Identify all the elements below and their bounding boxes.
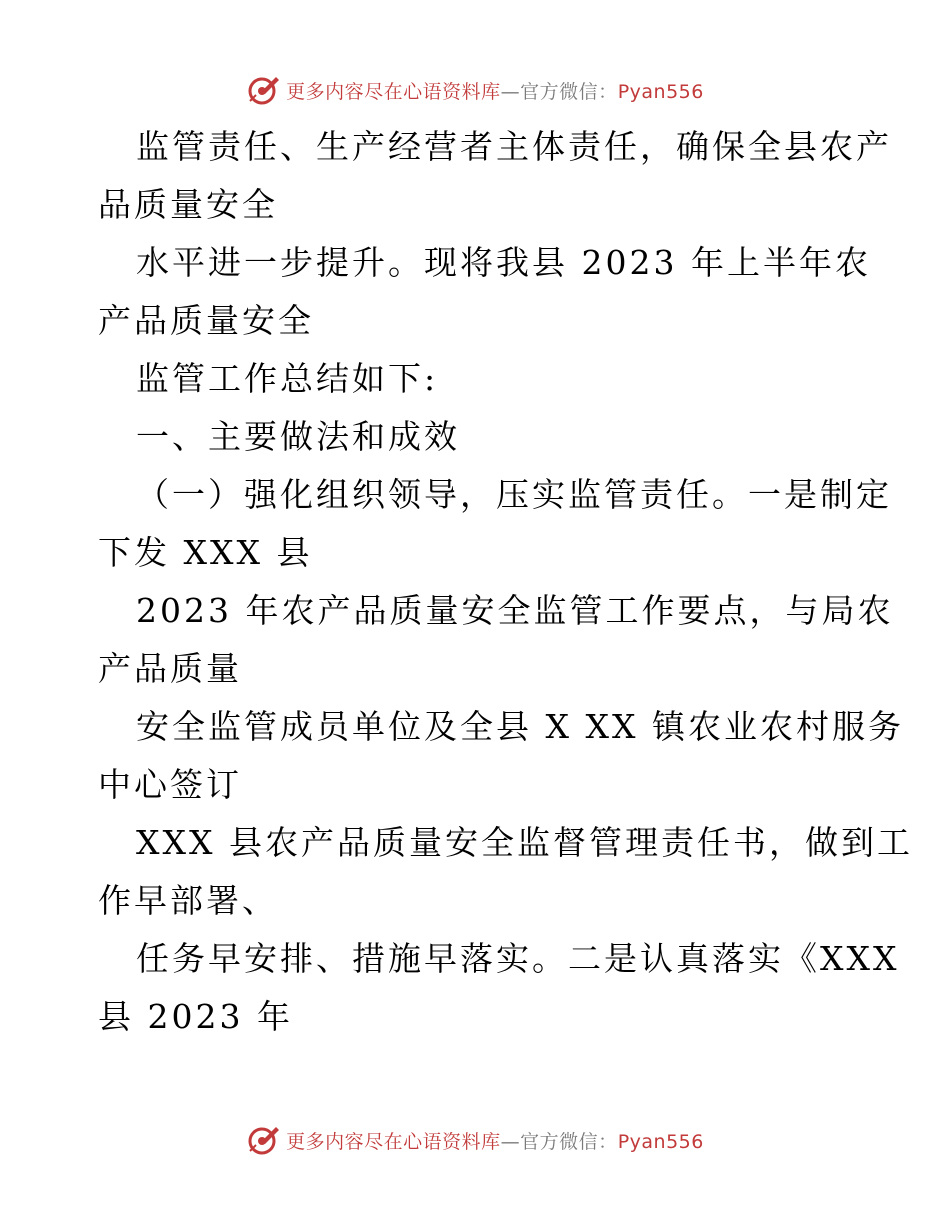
body-line: 2023 年农产品质量安全监管工作要点，与局农 xyxy=(136,591,894,630)
document-body xyxy=(98,118,913,1046)
body-line: 水平进一步提升。现将我县 2023 年上半年农 xyxy=(136,243,871,282)
body-line: 品质量安全 xyxy=(98,185,278,224)
footer-watermark-banner xyxy=(0,1120,950,1160)
body-line: 下发 XXX 县 xyxy=(98,533,313,572)
body-line: 任务早安排、措施早落实。二是认真落实《XXX xyxy=(136,939,900,978)
header-site-text: 更多内容尽在心语资料库 xyxy=(286,80,501,103)
pen-nib-circle-icon xyxy=(246,1123,280,1157)
pen-nib-circle-icon xyxy=(246,73,280,107)
body-line: XXX 县农产品质量安全监督管理责任书，做到工 xyxy=(136,823,913,862)
body-line: 监管责任、生产经营者主体责任，确保全县农产 xyxy=(136,127,892,166)
footer-dash: — xyxy=(500,1130,521,1153)
header-wechat-id: Pyan556 xyxy=(617,80,704,103)
header-dash: — xyxy=(500,80,521,103)
body-line: 安全监管成员单位及全县 X XX 镇农业农村服务 xyxy=(136,707,904,746)
body-line: 监管工作总结如下: xyxy=(136,359,439,398)
body-line: （一）强化组织领导，压实监管责任。一是制定 xyxy=(136,475,892,514)
footer-site-text: 更多内容尽在心语资料库 xyxy=(286,1130,501,1153)
body-line: 产品质量 xyxy=(98,649,242,688)
body-line: 一、主要做法和成效 xyxy=(136,417,460,456)
header-watermark-banner xyxy=(0,70,950,110)
footer-wechat-id: Pyan556 xyxy=(617,1130,704,1153)
header-wechat-label: 官方微信： xyxy=(520,80,618,103)
footer-watermark-text xyxy=(286,1127,704,1154)
body-line: 产品质量安全 xyxy=(98,301,314,340)
body-line: 中心签订 xyxy=(98,765,242,804)
header-watermark-text xyxy=(286,77,704,104)
body-line: 作早部署、 xyxy=(98,881,278,920)
footer-wechat-label: 官方微信： xyxy=(520,1130,618,1153)
body-line: 县 2023 年 xyxy=(98,997,293,1036)
